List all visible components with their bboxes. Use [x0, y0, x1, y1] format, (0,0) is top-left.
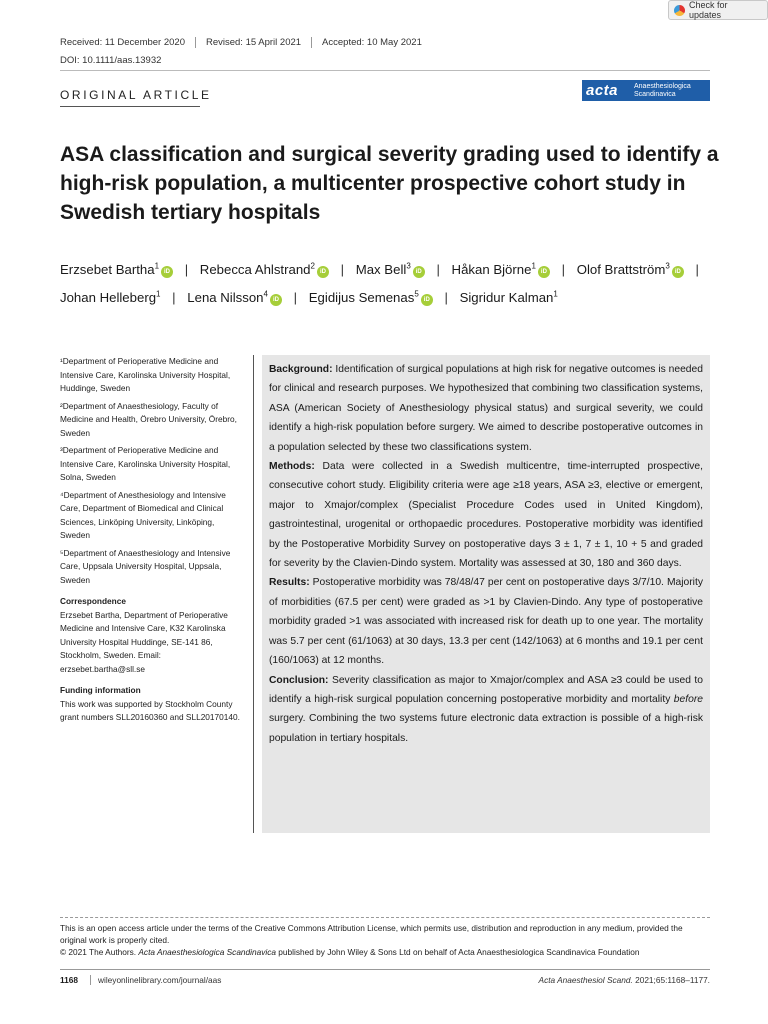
check-for-updates-button[interactable] [668, 0, 768, 20]
journal-logo-line2: Scandinavica [634, 90, 676, 98]
received-date: Received: 11 December 2020 [60, 37, 185, 48]
author[interactable] [577, 262, 684, 277]
author-name: Olof Brattström [576, 262, 666, 278]
footer-divider [60, 917, 710, 918]
copyright-pre: © 2021 The Authors. [60, 947, 139, 957]
author-affiliation-mark: 5 [414, 289, 419, 299]
author[interactable] [200, 262, 329, 277]
copyright-post: published by John Wiley & Sons Ltd on behalf of Acta Anaesthesiologica Scandinavica Foundation [276, 947, 640, 957]
author-name: Max Bell [355, 262, 407, 278]
abstract-box [262, 355, 710, 833]
author-list [60, 255, 720, 310]
abstract-conclusion [269, 671, 703, 749]
correspondence-heading: Correspondence [60, 596, 126, 606]
journal-logo-name [634, 83, 691, 99]
citation-rest: 2021;65:1168–1177. [632, 975, 710, 985]
article-title: ASA classification and surgical severity grading used to identify a high-risk population, a multicenter prospective cohort study in Swedish tertiary hospitals [60, 143, 719, 224]
author[interactable] [452, 262, 550, 277]
license-text: This is an open access article under the terms of the Creative Commons Attribution License, which permits use, distribution and reproduction in any medium, provided the original work is properly cited. [60, 923, 683, 945]
affiliation: ¹Department of Perioperative Medicine and Intensive Care, Karolinska University Hospital, Huddinge, Sweden [60, 356, 231, 393]
license-footer [60, 922, 710, 958]
orcid-icon[interactable]: iD [538, 266, 550, 278]
check-for-updates-label: Check for updates [689, 0, 728, 20]
background-text: Identification of surgical populations at high risk for negative outcomes is needed for clinical and research purposes. We hypothesized that combining two classification systems, ASA (American Society of Anesthesiology physical status) and surgical severity, we could identify a high-risk population before surgery. We aimed to describe postoperative outcomes in a population selected by these two classifications system. [269, 364, 703, 453]
accepted-date: Accepted: 10 May 2021 [311, 37, 432, 48]
author[interactable] [309, 290, 433, 305]
author-name: Rebecca Ahlstrand [199, 262, 311, 278]
funding-heading: Funding information [60, 685, 141, 695]
citation-journal: Acta Anaesthesiol Scand. [538, 975, 633, 985]
author-separator: | [561, 262, 566, 278]
copyright-journal: Acta Anaesthesiologica Scandinavica [138, 947, 276, 957]
author-separator: | [695, 262, 699, 278]
crossmark-icon [674, 5, 685, 16]
orcid-icon[interactable]: iD [421, 294, 433, 306]
citation [539, 975, 710, 985]
abstract-results [269, 573, 703, 670]
article-type: ORIGINAL ARTICLE [60, 88, 212, 102]
author[interactable] [187, 290, 282, 305]
page-number: 1168 [60, 975, 78, 985]
author-affiliation-mark: 1 [156, 289, 161, 299]
conclusion-text-before: Severity classification as major to Xmajor/complex and ASA ≥3 could be used to identify a high-risk surgical population concerning postoperative morbidity and mortality [269, 674, 703, 705]
author-name: Egidijus Semenas [308, 289, 415, 305]
affiliation: ²Department of Anaesthesiology, Faculty of Medicine and Health, Örebro University, Örebro, Sweden [60, 400, 237, 438]
column-divider [253, 355, 254, 833]
author[interactable] [60, 262, 173, 277]
author-name: Lena Nilsson [187, 289, 264, 305]
author-name: Johan Helleberg [60, 289, 157, 305]
orcid-icon[interactable]: iD [672, 266, 684, 278]
author-name: Sigridur Kalman [459, 289, 554, 305]
author[interactable] [356, 262, 425, 277]
orcid-icon[interactable]: iD [317, 266, 329, 278]
methods-text: Data were collected in a Swedish multicentre, time-interrupted prospective, consecutive cohort study. Eligibility criteria were age ≥18 years, ASA ≥3, elective or emergent, major to Xmajor/complex (Specialist Procedure Codes used in United Kingdom), gastrointestinal, urogenital or orthopaedic procedures. Postoperative morbidity was identified by the Postoperative Morbidity Survey on postoperative days 3 ± 1, 7 ± 1, 10 + 5 and graded for severity by the Clavien-Dindo system. Mortality was assessed at 30, 180 and 360 days. [269, 461, 703, 570]
author-name: Håkan Björne [451, 262, 532, 278]
affiliation: ⁴Department of Anesthesiology and Intensive Care, Department of Biomedical and Clinical Sciences, Linköping University, Linköping, Sweden [60, 489, 226, 540]
background-label: Background: [269, 364, 333, 375]
journal-url[interactable]: wileyonlinelibrary.com/journal/aas [90, 975, 221, 985]
author-separator: | [184, 262, 189, 278]
divider [60, 70, 710, 71]
publication-dates [60, 37, 432, 48]
author-name: Erzsebet Bartha [60, 262, 155, 278]
author-affiliation-mark: 3 [665, 262, 670, 271]
author-separator: | [444, 289, 448, 305]
bottom-divider [60, 969, 710, 970]
affiliation: ⁵Department of Anaesthesiology and Intensive Care, Uppsala University Hospital, Uppsala, Sweden [60, 547, 231, 585]
methods-label: Methods: [269, 461, 315, 473]
author-affiliation-mark: 1 [553, 289, 558, 299]
affiliations-column [60, 355, 246, 725]
orcid-icon[interactable]: iD [413, 266, 425, 278]
abstract-background [269, 360, 703, 457]
orcid-icon[interactable]: iD [161, 266, 173, 278]
author[interactable] [60, 290, 161, 305]
journal-logo [582, 80, 710, 101]
funding-text: This work was supported by Stockholm County grant numbers SLL20160360 and SLL20170140. [60, 698, 240, 722]
journal-logo-line1: Anaesthesiologica [634, 82, 691, 90]
author-affiliation-mark: 2 [310, 262, 315, 271]
divider [60, 106, 200, 107]
author-separator: | [172, 289, 176, 305]
conclusion-label: Conclusion: [269, 674, 329, 686]
orcid-icon[interactable]: iD [270, 294, 282, 306]
author-affiliation-mark: 3 [406, 262, 411, 271]
conclusion-text-italic: before [673, 693, 703, 705]
revised-date: Revised: 15 April 2021 [195, 37, 311, 48]
author-affiliation-mark: 4 [263, 289, 268, 299]
results-label: Results: [269, 577, 310, 589]
copyright-line [60, 946, 710, 958]
author-affiliation-mark: 1 [154, 262, 160, 271]
journal-logo-acta: acta [586, 82, 619, 99]
author[interactable] [460, 290, 558, 305]
affiliation: ³Department of Perioperative Medicine and Intensive Care, Karolinska University Hospital, Solna, Sweden [60, 445, 231, 482]
author-separator: | [293, 289, 298, 305]
results-text: Postoperative morbidity was 78/48/47 per cent on postoperative days 3/7/10. Majority of morbidities (67.5 per cent) were graded as >1 by Clavien-Dindo. Any type of postoperative morbidity graded >1 was associated with increased risk for death up to one year. The mortality was 5.7 per cent (61/1063) at 30 days, 13.3 per cent (142/1063) at 6 months and 19.1 per cent (160/1063) at 12 months. [269, 577, 703, 667]
author-separator: | [340, 262, 345, 278]
doi[interactable]: DOI: 10.1111/aas.13932 [60, 55, 162, 66]
conclusion-text-after: surgery. Combining the two systems future electronic data extraction is possible of a high-risk population in tertiary hospitals. [269, 713, 703, 744]
abstract-methods [269, 457, 703, 573]
correspondence-text: Erzsebet Bartha, Department of Perioperative Medicine and Intensive Care, K32 Karolinska University Hospital Huddinge, SE-141 86, Stockholm, Sweden. Email: erzsebet.bartha@sll.se [60, 609, 228, 674]
author-affiliation-mark: 1 [531, 262, 536, 271]
author-separator: | [436, 262, 440, 278]
affiliations-list [60, 355, 246, 587]
